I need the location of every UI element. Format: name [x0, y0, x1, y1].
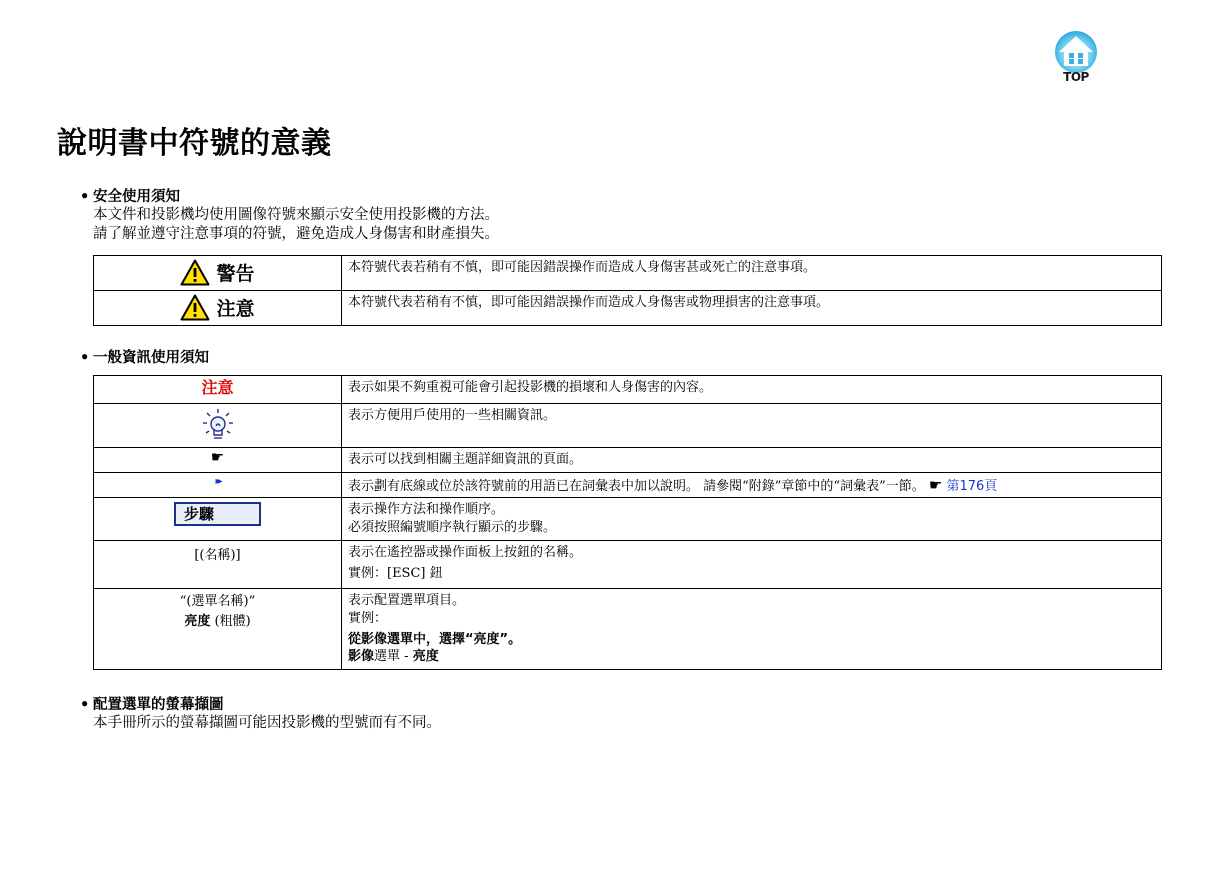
table-row [94, 376, 1162, 404]
glossary-description: 表示劃有底線或位於該符號前的用語已在詞彙表中加以說明。 請參閱“附錄”章節中的“詞彙表”一節。 [348, 479, 925, 494]
bold-example-note: (粗體) [210, 614, 251, 629]
menu-path-item: 亮度 [412, 649, 439, 664]
warning-triangle-icon [180, 294, 210, 321]
button-name-label: [(名稱)] [194, 548, 241, 563]
button-name-description: 表示在遙控器或操作面板上按鈕的名稱。 [348, 545, 583, 560]
lightbulb-tip-icon [200, 407, 236, 443]
button-name-example: 實例：[ESC] 鈕 [348, 566, 443, 581]
procedure-label: 步驟 [174, 502, 261, 526]
top-label: TOP [1063, 70, 1089, 84]
section-safety [80, 187, 499, 244]
menu-name-example-label: 實例： [348, 611, 388, 626]
section-general [80, 348, 209, 367]
double-arrow-icon: ▸▸ [215, 476, 220, 487]
table-row [94, 541, 1162, 589]
warning-description: 本符號代表若稍有不慎，即可能因錯誤操作而造成人身傷害甚或死亡的注意事項。 [342, 256, 1162, 291]
section-title: 配置選單的螢幕擷圖 [93, 696, 224, 713]
page-title: 說明書中符號的意義 [57, 126, 332, 161]
section-title: 安全使用須知 [93, 188, 180, 205]
pointing-hand-icon: ☛ [210, 448, 225, 466]
tip-description: 表示方便用戶使用的一些相關資訊。 [342, 404, 1162, 448]
safety-symbol-table [93, 255, 1162, 326]
procedure-description: 必須按照編號順序執行顯示的步驟。 [348, 520, 557, 535]
bullet-icon: • [80, 349, 90, 366]
table-row [94, 291, 1162, 326]
top-button[interactable] [1050, 28, 1102, 86]
menu-path-separator: 選單 - [374, 649, 413, 664]
warning-label: 警告 [216, 262, 255, 285]
general-symbol-table [93, 375, 1162, 670]
table-row [94, 589, 1162, 670]
glossary-page-link[interactable]: 第176頁 [946, 479, 998, 494]
reference-description: 表示可以找到相關主題詳細資訊的頁面。 [342, 448, 1162, 473]
menu-name-description: 表示配置選單項目。 [348, 593, 466, 608]
menu-path-item: 影像 [348, 649, 375, 664]
attention-label: 注意 [201, 378, 234, 397]
menu-name-example: 從影像選單中，選擇“亮度”。 [348, 632, 522, 647]
section-text: 本手冊所示的螢幕擷圖可能因投影機的型號而有不同。 [93, 715, 441, 731]
attention-description: 表示如果不夠重視可能會引起投影機的損壞和人身傷害的內容。 [342, 376, 1162, 404]
bullet-icon: • [80, 188, 90, 205]
section-text: 本文件和投影機均使用圖像符號來顯示安全使用投影機的方法。 [93, 207, 499, 223]
table-row [94, 448, 1162, 473]
section-text: 請了解並遵守注意事項的符號，避免造成人身傷害和財產損失。 [93, 226, 499, 242]
procedure-description: 表示操作方法和操作順序。 [348, 502, 505, 517]
table-row [94, 498, 1162, 541]
home-icon [1050, 28, 1102, 74]
bold-example-label: 亮度 [184, 614, 211, 629]
table-row [94, 473, 1162, 498]
table-row [94, 256, 1162, 291]
menu-name-label: “(選單名稱)” [179, 594, 256, 609]
section-title: 一般資訊使用須知 [93, 349, 209, 366]
section-screenshots [80, 695, 441, 733]
caution-description: 本符號代表若稍有不慎，即可能因錯誤操作而造成人身傷害或物理損害的注意事項。 [342, 291, 1162, 326]
table-row [94, 404, 1162, 448]
warning-triangle-icon [180, 259, 210, 286]
caution-label: 注意 [216, 297, 255, 320]
pointing-hand-icon: ☛ [928, 476, 943, 494]
bullet-icon: • [80, 696, 90, 713]
